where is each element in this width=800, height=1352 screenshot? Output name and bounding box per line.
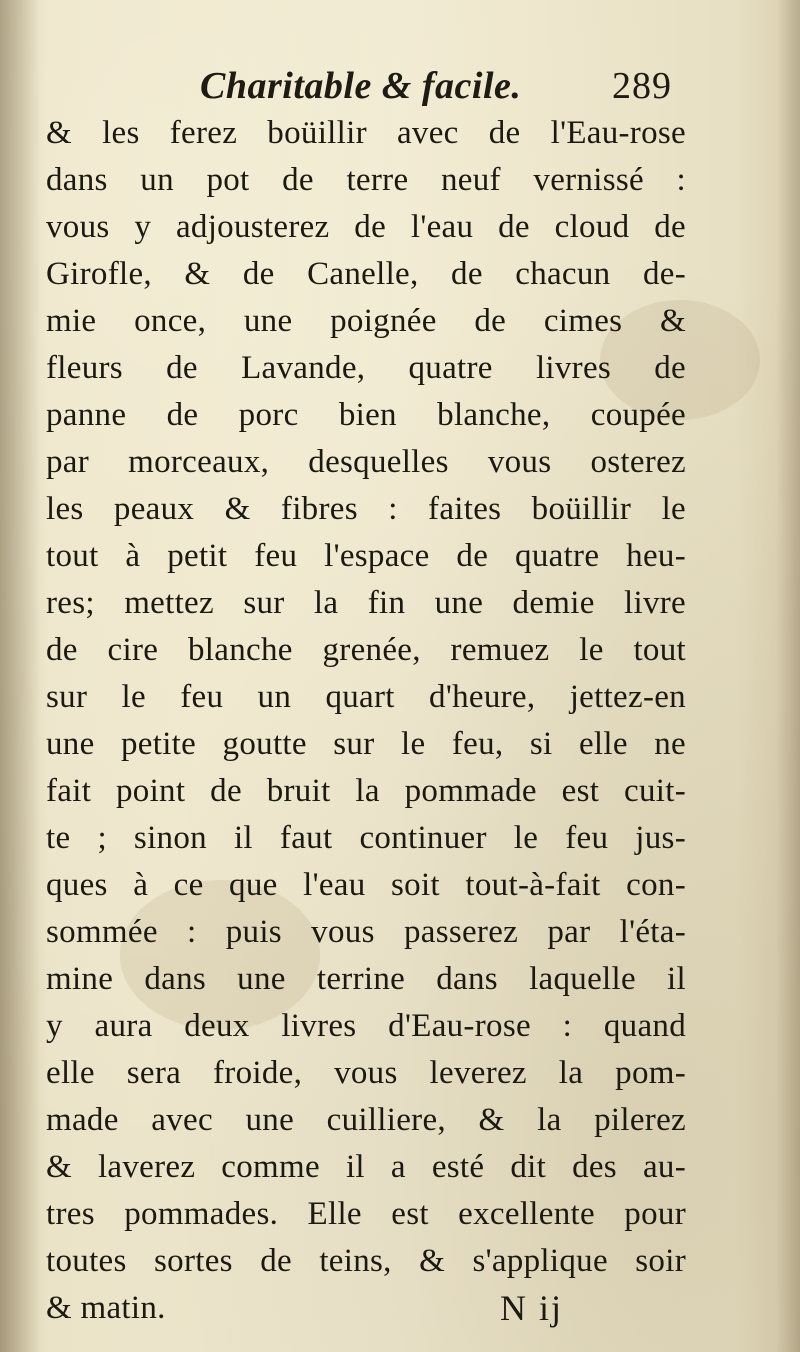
body-text — [46, 110, 686, 1332]
signature-mark: N ij — [500, 1288, 564, 1328]
text-line: & laverez comme il a esté dit des au- — [46, 1149, 686, 1185]
text-line: mine dans une terrine dans laquelle il — [46, 961, 686, 997]
gutter-shadow — [0, 0, 40, 1352]
text-line: toutes sortes de teins, & s'applique soir — [46, 1243, 686, 1279]
text-line: fait point de bruit la pommade est cuit- — [46, 773, 686, 809]
running-head — [200, 64, 690, 114]
text-line: tout à petit feu l'espace de quatre heu- — [46, 538, 686, 574]
text-line: une petite goutte sur le feu, si elle ne — [46, 726, 686, 762]
text-line: les peaux & fibres : faites boüillir le — [46, 491, 686, 527]
text-line: par morceaux, desquelles vous osterez — [46, 444, 686, 480]
text-line: de cire blanche grenée, remuez le tout — [46, 632, 686, 668]
text-line: fleurs de Lavande, quatre livres de — [46, 350, 686, 386]
text-line: te ; sinon il faut continuer le feu jus- — [46, 820, 686, 856]
text-line: & matin. — [46, 1290, 166, 1326]
text-line: made avec une cuilliere, & la pilerez — [46, 1102, 686, 1138]
page-edge-shadow — [776, 0, 800, 1352]
text-line: mie once, une poignée de cimes & — [46, 303, 686, 339]
text-line: y aura deux livres d'Eau-rose : quand — [46, 1008, 686, 1044]
text-line: vous y adjousterez de l'eau de cloud de — [46, 209, 686, 245]
text-line: tres pommades. Elle est excellente pour — [46, 1196, 686, 1232]
text-line: ques à ce que l'eau soit tout-à-fait con- — [46, 867, 686, 903]
text-line: elle sera froide, vous leverez la pom- — [46, 1055, 686, 1091]
text-line: sommée : puis vous passerez par l'éta- — [46, 914, 686, 950]
text-line: res; mettez sur la fin une demie livre — [46, 585, 686, 621]
page-number: 289 — [612, 65, 672, 107]
text-line: dans un pot de terre neuf vernissé : — [46, 162, 686, 198]
text-line: Girofle, & de Canelle, de chacun de- — [46, 256, 686, 292]
text-line: & les ferez boüillir avec de l'Eau-rose — [46, 115, 686, 151]
text-line: panne de porc bien blanche, coupée — [46, 397, 686, 433]
text-line: sur le feu un quart d'heure, jettez-en — [46, 679, 686, 715]
running-head-title: Charitable & facile. — [200, 65, 522, 107]
